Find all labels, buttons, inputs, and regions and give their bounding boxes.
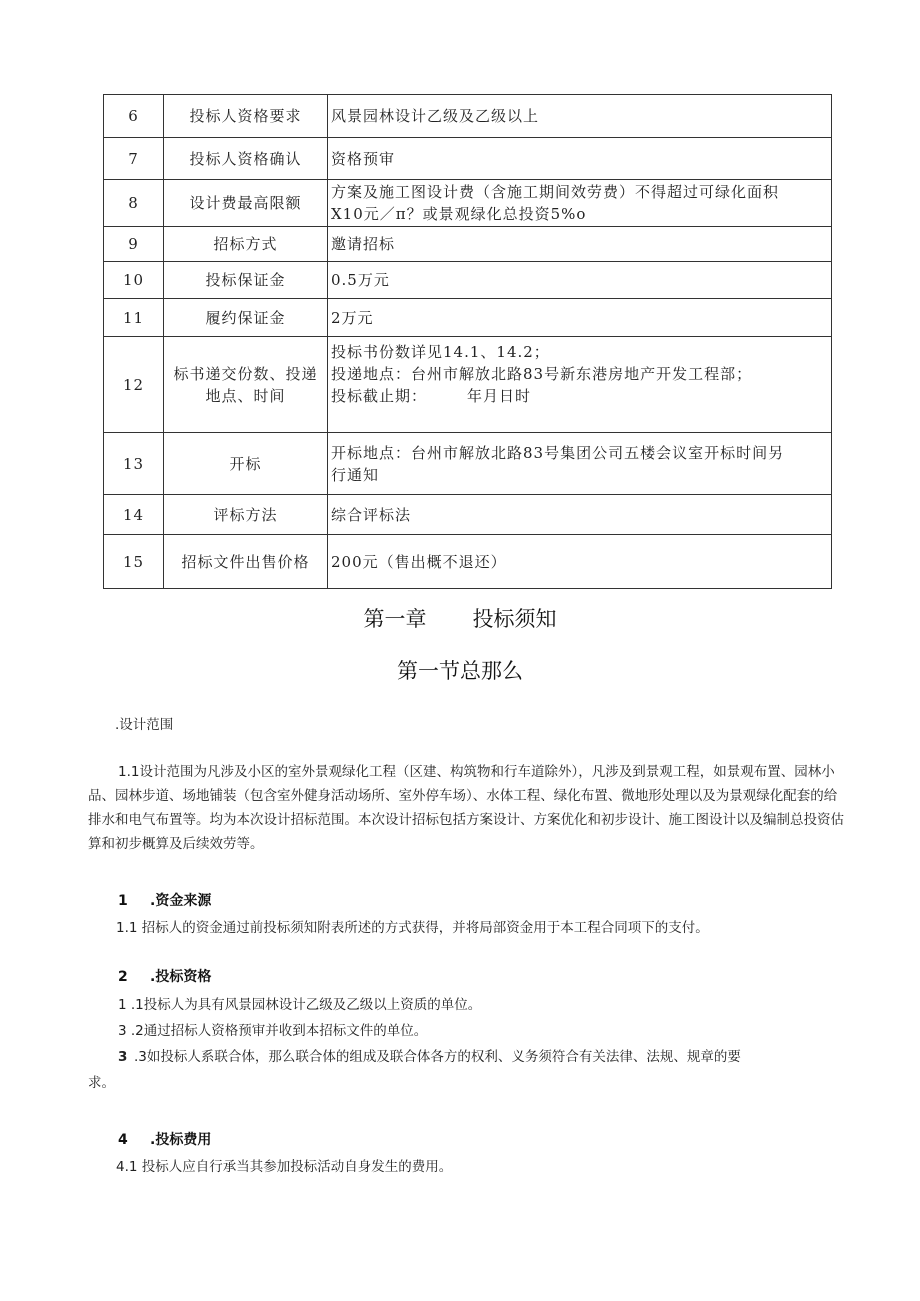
table-row [104,95,832,138]
row-value: 2万元 [328,299,832,337]
qualification-heading [118,966,211,986]
row-number: 11 [104,299,164,337]
row-item: 履约保证金 [164,299,328,337]
row-number: 9 [104,227,164,262]
cost-item: 4.1 投标人应自行承当其参加投标活动自身发生的费用。 [116,1159,453,1175]
row-item: 投标保证金 [164,262,328,299]
row-number: 14 [104,495,164,535]
table-row [104,299,832,337]
chapter-number: 第一章 [363,607,427,631]
heading-number: 1 [118,893,128,909]
qualification-item: 1 .1投标人为具有风景园林设计乙级及乙级以上资质的单位。 [118,997,482,1013]
item-line: 标书递交份数、投递 [173,364,318,383]
row-value [328,337,832,433]
heading-title: .资金来源 [150,893,212,909]
row-item: 招标方式 [164,227,328,262]
heading-title: .投标资格 [150,969,212,985]
deadline-date: 年月日时 [467,387,532,405]
row-number: 10 [104,262,164,299]
row-value: 200元（售出概不退还） [328,535,832,589]
cost-heading [118,1129,211,1149]
table-row [104,535,832,589]
row-item [164,337,328,433]
qualification-item [118,1045,741,1065]
row-item: 设计费最高限额 [164,180,328,227]
row-value [328,433,832,495]
row-value: 综合评标法 [328,495,832,535]
value-line [331,385,831,407]
chapter-title [0,603,920,633]
row-number: 12 [104,337,164,433]
value-line: 投递地点：台州市解放北路83号新东港房地产开发工程部； [331,365,753,383]
row-value: 0.5万元 [328,262,832,299]
row-item: 投标人资格确认 [164,138,328,180]
item-line: 地点、时间 [205,386,286,405]
funding-item: 1.1 招标人的资金通过前投标须知附表所述的方式获得，并将局部资金用于本工程合同项下的支付。 [116,920,709,936]
deadline-label: 投标截止期： [331,387,428,405]
table-row [104,337,832,433]
value-line: 方案及施工图设计费（含施工期间效劳费）不得超过可绿化面积 [331,183,780,201]
row-item: 开标 [164,433,328,495]
heading-number: 2 [118,969,128,985]
row-number: 13 [104,433,164,495]
row-item: 招标文件出售价格 [164,535,328,589]
row-item: 评标方法 [164,495,328,535]
funding-heading [118,890,211,910]
row-value: 资格预审 [328,138,832,180]
table-row [104,495,832,535]
row-number: 15 [104,535,164,589]
item-text: .3如投标人系联合体，那么联合体的组成及联合体各方的权利、义务须符合有关法律、法规、规章的要 [134,1049,741,1065]
value-line: 投标书份数详见14.1、14.2； [331,343,550,361]
heading-title: .投标费用 [150,1132,212,1148]
item-number: 3 [118,1049,128,1065]
table-row [104,180,832,227]
value-line: 行通知 [331,465,380,484]
table-row [104,227,832,262]
row-value: 邀请招标 [328,227,832,262]
row-value [328,180,832,227]
section-title: 第一节总那么 [397,659,523,683]
table-row [104,138,832,180]
chapter-name: 投标须知 [472,607,557,631]
row-number: 8 [104,180,164,227]
design-scope-paragraph: 1.1设计范围为凡涉及小区的室外景观绿化工程（区建、构筑物和行车道除外），凡涉及到景观工程，如景观布置、园林小品、园林步道、场地铺装（包含室外健身活动场所、室外停车场）、水体工程、绿化布置、微地形处理以及为景观绿化配套的给排水和电气布置等。均为本次设计招标范围。本次设计招标包括方案设计、方案优化和初步设计、施工图设计以及编制总投资估算和初步概算及后续效劳等。 [88,764,844,852]
row-item: 投标人资格要求 [164,95,328,138]
row-value: 风景园林设计乙级及乙级以上 [328,95,832,138]
bid-info-table [103,94,832,589]
design-scope-heading: .设计范围 [115,717,174,733]
heading-number: 4 [118,1132,128,1148]
table-row [104,262,832,299]
value-line: 开标地点：台州市解放北路83号集团公司五楼会议室开标时间另 [331,443,785,462]
value-line: X10元／π？或景观绿化总投资5%o [331,205,587,223]
table-row [104,433,832,495]
qualification-item-continuation: 求。 [88,1075,115,1091]
row-number: 6 [104,95,164,138]
row-number: 7 [104,138,164,180]
qualification-item: 3 .2通过招标人资格预审并收到本招标文件的单位。 [118,1023,428,1039]
